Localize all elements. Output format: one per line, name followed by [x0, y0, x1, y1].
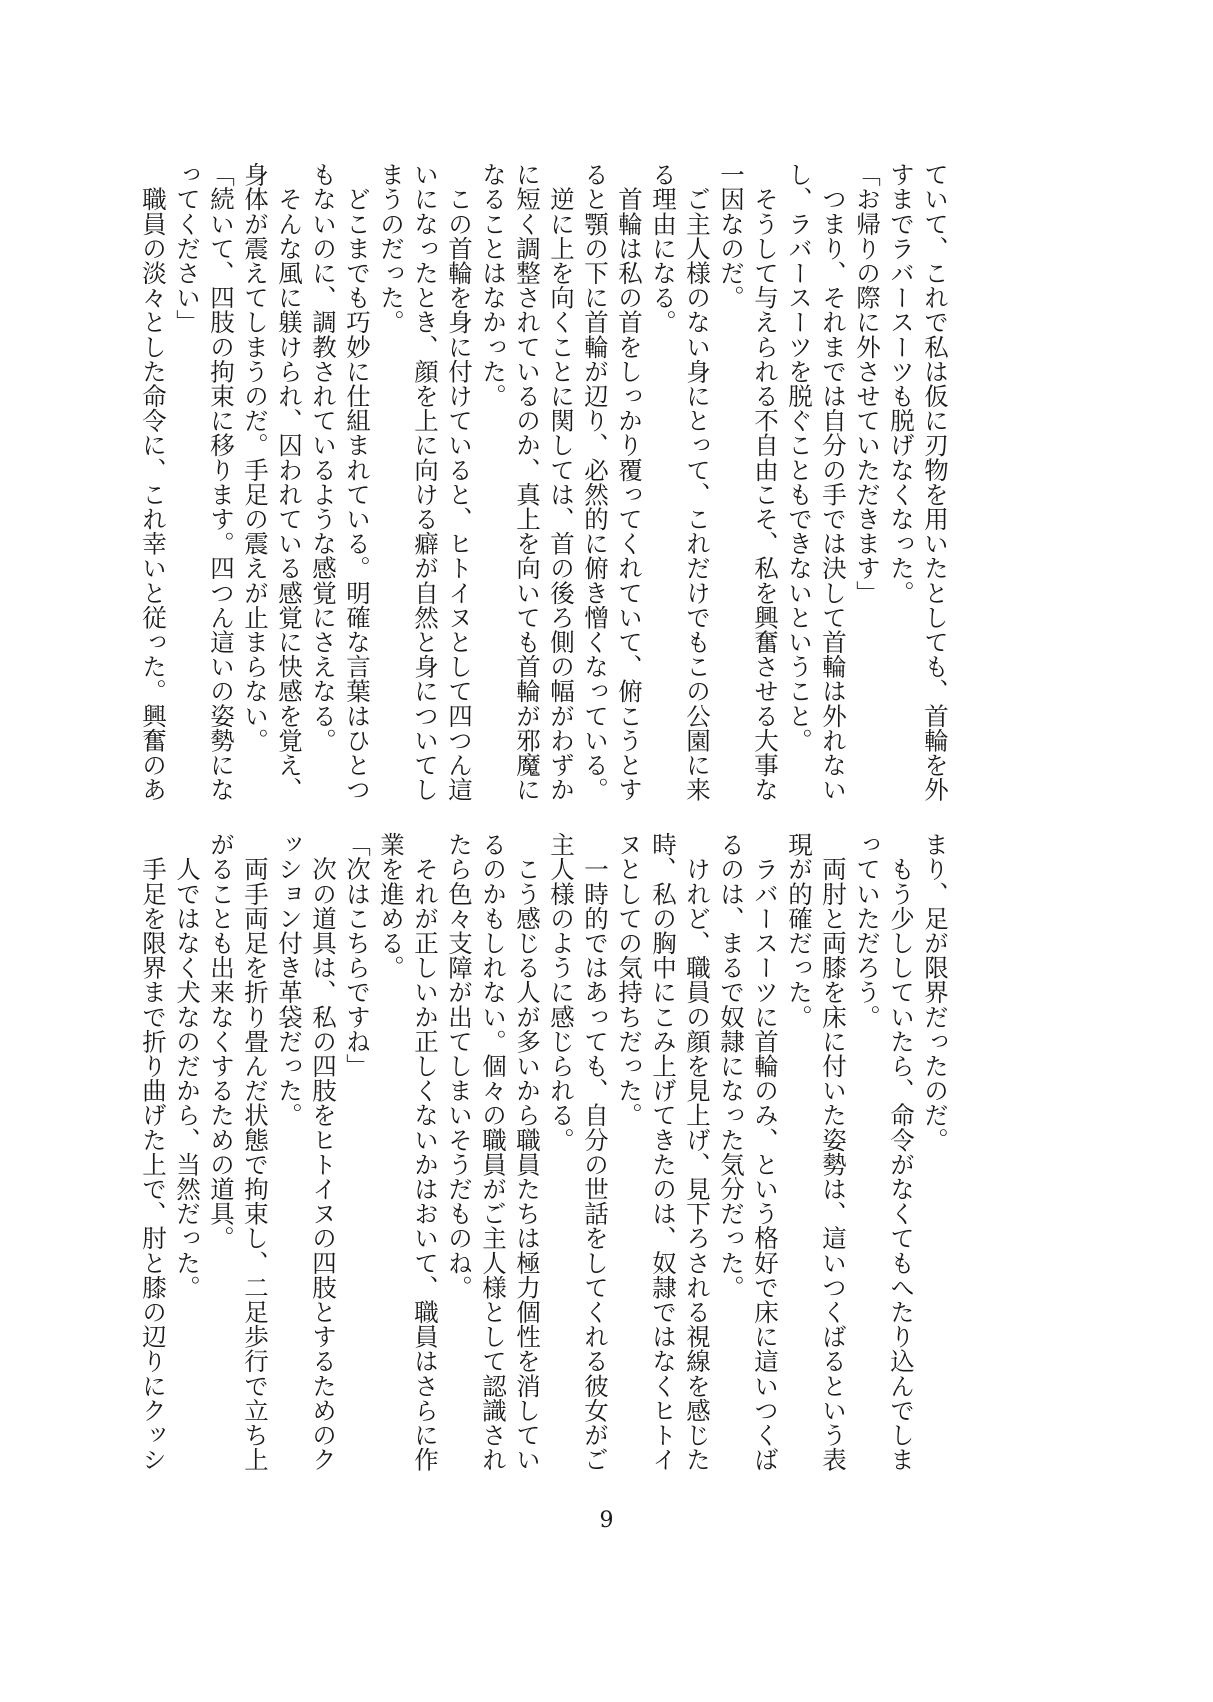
text-column: いになったとき、顔を上に向ける癖が自然と身についてし — [411, 162, 440, 802]
text-column: そんな風に躾けられ、囚われている感覚に快感を覚え、 — [275, 162, 304, 802]
text-column: ご主人様のない身にとって、これだけでもこの公園に来 — [683, 162, 712, 802]
text-column: この首輪を身に付けていると、ヒトイヌとして四つん這 — [445, 162, 474, 802]
text-column: 時、私の胸中にこみ上げてきたのは、奴隷ではなくヒトイ — [649, 832, 678, 1472]
text-column: 一因なのだ。 — [717, 162, 746, 310]
text-column: 首輪は私の首をしっかり覆ってくれていて、俯こうとす — [615, 162, 644, 802]
text-column: ヌとしての気持ちだった。 — [615, 832, 644, 1128]
text-column: 現が的確だった。 — [785, 832, 814, 1029]
text-column: なることはなかった。 — [479, 162, 508, 408]
text-block-bottom — [134, 832, 952, 1472]
text-block-top — [134, 162, 952, 802]
text-column: に短く調整されているのか、真上を向いても首輪が邪魔に — [513, 162, 542, 802]
text-column: ラバースーツに首輪のみ、という格好で床に這いつくば — [751, 832, 780, 1472]
text-column: どこまでも巧妙に仕組まれている。明確な言葉はひとつ — [343, 162, 372, 802]
text-column: それが正しいか正しくないかはおいて、職員はさらに作 — [411, 832, 440, 1472]
text-column: し、ラバースーツを脱ぐこともできないということ。 — [785, 162, 814, 753]
text-column: 「次はこちらですね」 — [343, 832, 372, 1078]
text-column: 両手両足を折り畳んだ状態で拘束し、二足歩行で立ち上 — [241, 832, 270, 1472]
text-column: 人ではなく犬なのだから、当然だった。 — [173, 832, 202, 1300]
text-column: 逆に上を向くことに関しては、首の後ろ側の幅がわずか — [547, 162, 576, 802]
text-column: ってください」 — [173, 162, 202, 335]
text-column: けれど、職員の顔を見上げ、見下ろされる視線を感じた — [683, 832, 712, 1472]
text-column: たら色々支障が出てしまいそうだものね。 — [445, 832, 474, 1300]
text-column: まり、足が限界だったのだ。 — [921, 832, 950, 1152]
text-column: ていて、これで私は仮に刃物を用いたとしても、首輪を外 — [921, 162, 950, 802]
text-column: すまでラバースーツも脱げなくなった。 — [887, 162, 916, 605]
text-column: 職員の淡々とした命令に、これ幸いと従った。興奮のあ — [139, 162, 168, 802]
text-column: もないのに、調教されているような感覚にさえなる。 — [309, 162, 338, 753]
text-column: もう少ししていたら、命令がなくてもへたり込んでしま — [887, 832, 916, 1472]
text-column: ると顎の下に首輪が辺り、必然的に俯き憎くなっている。 — [581, 162, 610, 802]
text-column: るのは、まるで奴隷になった気分だった。 — [717, 832, 746, 1300]
text-column: 一時的ではあっても、自分の世話をしてくれる彼女がご — [581, 832, 610, 1472]
text-column: 業を進める。 — [377, 832, 406, 980]
text-column: 「続いて、四肢の拘束に移ります。四つん這いの姿勢にな — [207, 162, 236, 802]
text-column: がることも出来なくするための道具。 — [207, 832, 236, 1251]
text-column: つまり、それまでは自分の手では決して首輪は外れない — [819, 162, 848, 802]
text-column: るのかもしれない。個々の職員がご主人様として認識され — [479, 832, 508, 1472]
text-column: ッション付き革袋だった。 — [275, 832, 304, 1128]
text-column: こう感じる人が多いから職員たちは極力個性を消してい — [513, 832, 542, 1472]
text-column: 主人様のように感じられる。 — [547, 832, 576, 1152]
text-column: 「お帰りの際に外させていただきます」 — [853, 162, 882, 605]
text-column: 次の道具は、私の四肢をヒトイヌの四肢とするためのク — [309, 832, 338, 1472]
text-column: る理由になる。 — [649, 162, 678, 335]
text-column: っていただろう。 — [853, 832, 882, 1029]
text-column: そうして与えられる不自由こそ、私を興奮させる大事な — [751, 162, 780, 802]
text-column: 手足を限界まで折り曲げた上で、肘と膝の辺りにクッシ — [139, 832, 168, 1472]
text-column: 身体が震えてしまうのだ。手足の震えが止まらない。 — [241, 162, 270, 753]
text-column: 両肘と両膝を床に付いた姿勢は、這いつくばるという表 — [819, 832, 848, 1472]
text-column: まうのだった。 — [377, 162, 406, 335]
page-number: 9 — [599, 1508, 614, 1533]
